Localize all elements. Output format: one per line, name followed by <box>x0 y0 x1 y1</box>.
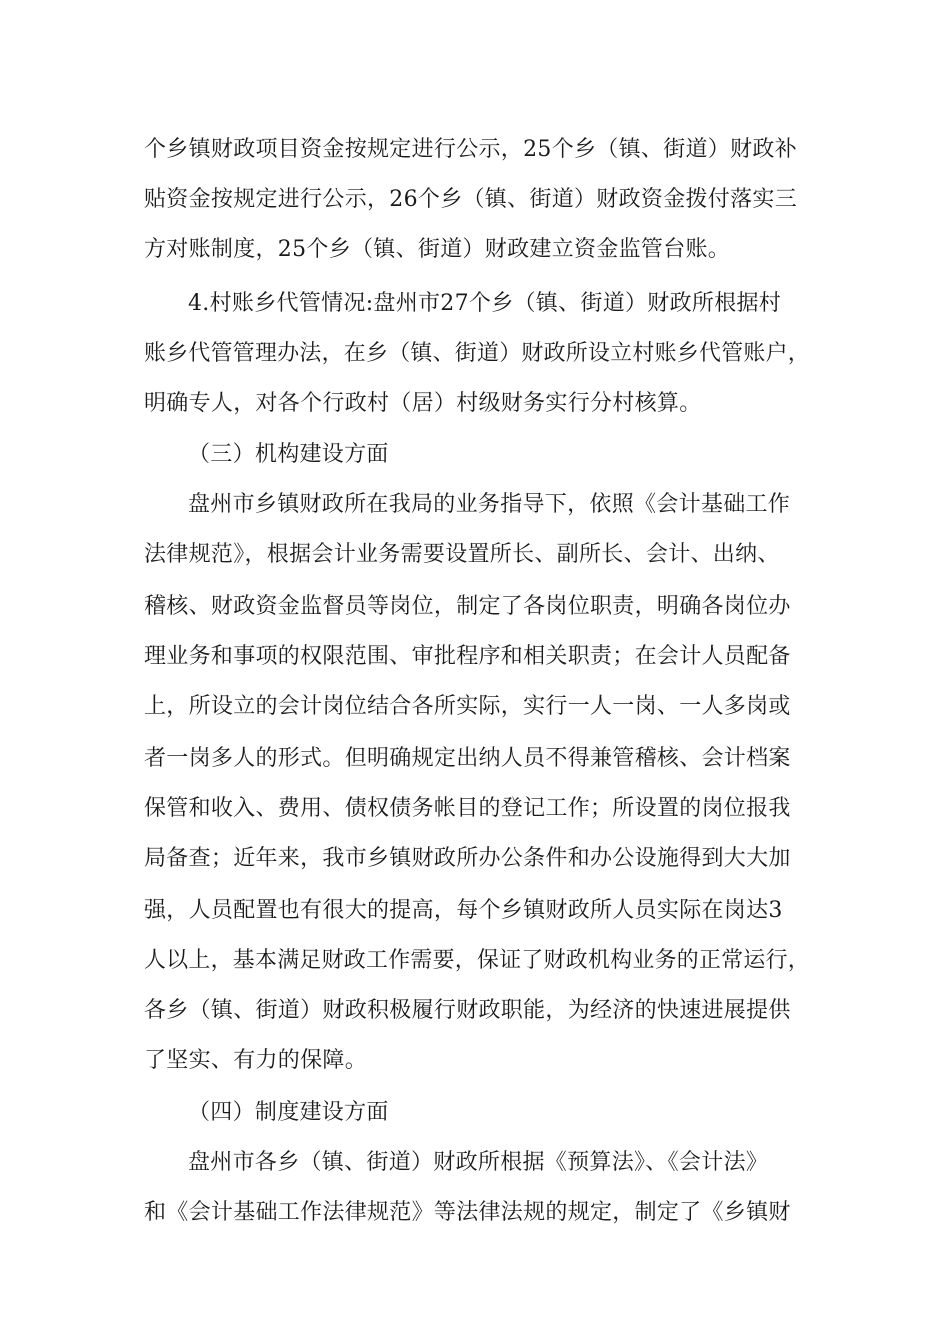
text-line: 局备查；近年来，我市乡镇财政所办公条件和办公设施得到大大加 <box>144 846 791 871</box>
text-line: 了坚实、有力的保障。 <box>144 1048 368 1073</box>
text-line: 明确专人，对各个行政村（居）村级财务实行分村核算。 <box>144 391 702 416</box>
text-line: 各乡（镇、街道）财政积极履行财政职能，为经济的快速进展提供 <box>144 998 791 1023</box>
text-line: 法律规范》，根据会计业务需要设置所长、副所长、会计、出纳、 <box>144 542 780 567</box>
text-line: 人以上，基本满足财政工作需要，保证了财政机构业务的正常运行， <box>144 948 811 973</box>
text-line: 盘州市乡镇财政所在我局的业务指导下，依照《会计基础工作 <box>188 492 791 517</box>
text-line: 贴资金按规定进行公示，26个乡（镇、街道）财政资金拨付落实三 <box>144 187 797 212</box>
section-heading: （三）机构建设方面 <box>188 442 389 467</box>
text-line: 和《会计基础工作法律规范》等法律法规的规定，制定了《乡镇财 <box>144 1200 791 1225</box>
text-line: 稽核、财政资金监督员等岗位，制定了各岗位职责，明确各岗位办 <box>144 594 791 619</box>
text-line: 保管和收入、费用、债权债务帐目的登记工作；所设置的岗位报我 <box>144 796 791 821</box>
text-line: 者一岗多人的形式。但明确规定出纳人员不得兼管稽核、会计档案 <box>144 746 791 771</box>
text-line: 账乡代管管理办法，在乡（镇、街道）财政所设立村账乡代管账户， <box>144 341 811 366</box>
text-line: 4.村账乡代管情况:盘州市27个乡（镇、街道）财政所根据村 <box>188 291 782 316</box>
text-line: 上，所设立的会计岗位结合各所实际，实行一人一岗、一人多岗或 <box>144 694 791 719</box>
text-line: 方对账制度，25个乡（镇、街道）财政建立资金监管台账。 <box>144 237 731 262</box>
text-line: 个乡镇财政项目资金按规定进行公示，25个乡（镇、街道）财政补 <box>144 137 797 162</box>
text-line: 理业务和事项的权限范围、审批程序和相关职责；在会计人员配备 <box>144 644 791 669</box>
text-line: 盘州市各乡（镇、街道）财政所根据《预算法》、《会计法》 <box>188 1150 769 1175</box>
section-heading: （四）制度建设方面 <box>188 1100 389 1125</box>
text-line: 强，人员配置也有很大的提高，每个乡镇财政所人员实际在岗达3 <box>144 898 783 923</box>
